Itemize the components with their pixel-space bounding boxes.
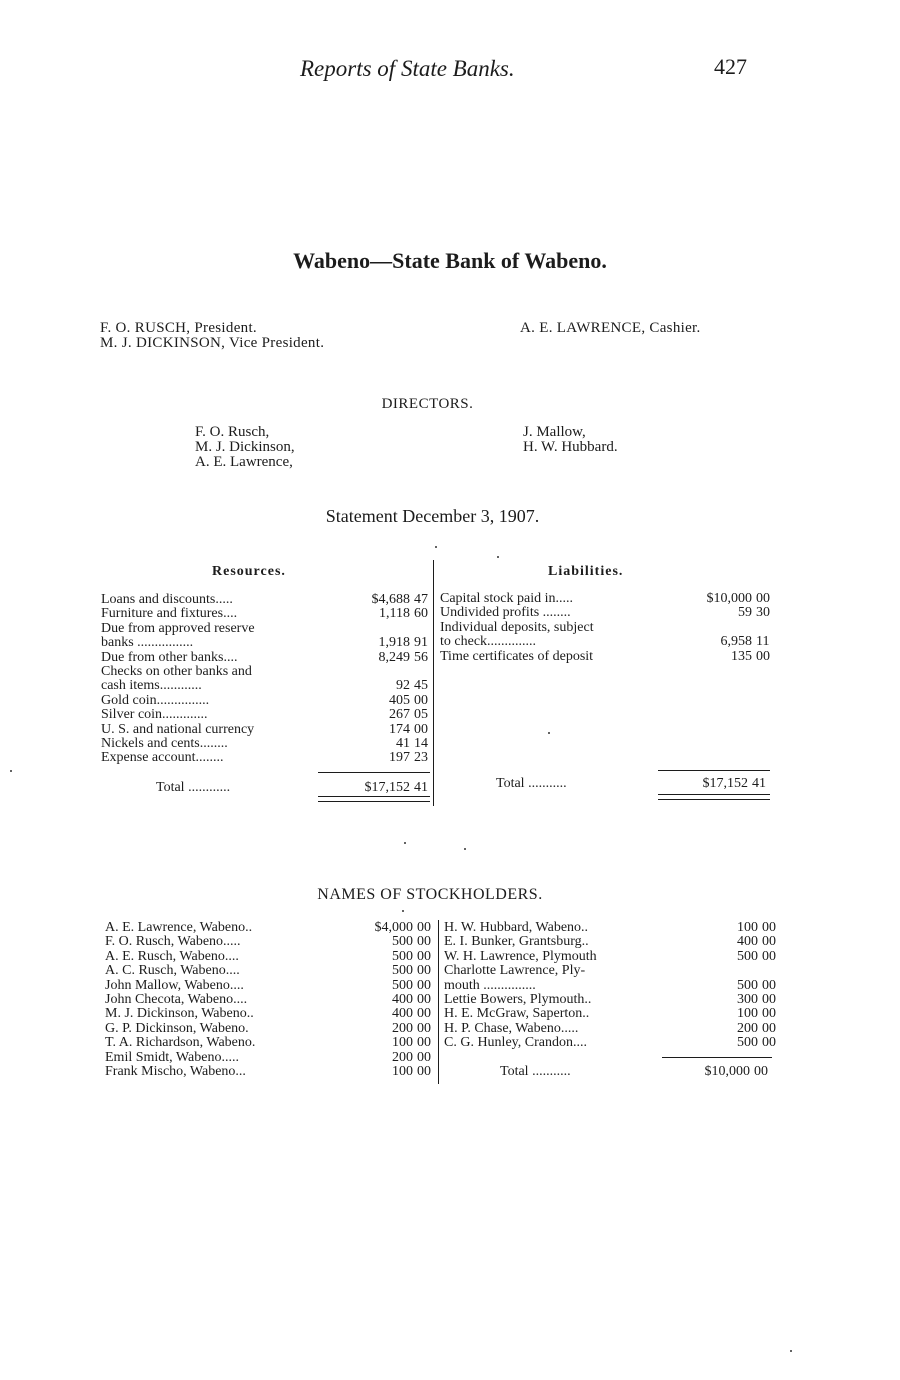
stockholders-heading: NAMES OF STOCKHOLDERS. (317, 886, 543, 903)
row-cents: 00 (417, 963, 431, 979)
row-cents: 00 (417, 948, 431, 964)
row-cents: 00 (762, 920, 776, 935)
row-dollars: 100 (392, 1035, 413, 1051)
row-dollars: 197 (389, 750, 410, 766)
row-dollars: 100 (737, 920, 758, 935)
total-rule (318, 772, 430, 773)
row-dollars: 174 (389, 721, 410, 737)
row-dollars: 59 (738, 605, 752, 621)
row-cents: 00 (414, 692, 428, 708)
row-label: H. E. McGraw, Saperton.. (444, 1006, 590, 1022)
row-cents: 00 (417, 1006, 431, 1022)
row-label: Nickels and cents........ (101, 736, 228, 751)
row-dollars: 267 (389, 707, 410, 723)
officer-president: F. O. RUSCH, President. (100, 320, 257, 336)
row-dollars: 405 (389, 692, 410, 708)
row-label: W. H. Lawrence, Plymouth (444, 948, 597, 964)
row-cents: 00 (417, 1035, 431, 1051)
row-dollars: 6,958 (720, 634, 752, 650)
double-rule (318, 796, 430, 802)
row-cents: 60 (414, 606, 428, 622)
row-label: Due from other banks.... (101, 649, 238, 665)
row-label: Expense account........ (101, 750, 224, 766)
row-cents: 56 (414, 649, 428, 665)
scan-speck (548, 732, 550, 734)
row-dollars: 1,918 (378, 635, 410, 651)
row-label: mouth ............... (444, 977, 536, 993)
officer-vice-president: M. J. DICKINSON, Vice President. (100, 335, 325, 351)
row-dollars: 400 (392, 992, 413, 1007)
row-cents: 11 (756, 634, 770, 650)
row-dollars: 92 (396, 678, 410, 694)
row-dollars: 200 (392, 1049, 413, 1065)
directors-heading: DIRECTORS. (381, 396, 474, 412)
row-dollars: 200 (737, 1020, 758, 1036)
total-rule (658, 770, 770, 771)
scan-speck (497, 556, 499, 558)
row-dollars: 135 (731, 648, 752, 664)
total-label: Total ........... (500, 1064, 571, 1079)
row-dollars: 300 (737, 992, 758, 1007)
row-dollars: 500 (737, 977, 758, 993)
statement-title: Statement December 3, 1907. (325, 506, 540, 526)
row-cents: 91 (414, 635, 428, 651)
page-number: 427 (714, 54, 747, 79)
liabilities-heading: Liabilities. (548, 564, 624, 579)
row-dollars: $10,000 (706, 591, 752, 606)
total-cents: 41 (414, 780, 428, 795)
row-dollars: 500 (737, 948, 758, 964)
row-label: H. W. Hubbard, Wabeno.. (444, 920, 589, 935)
row-label: M. J. Dickinson, Wabeno.. (105, 1006, 254, 1022)
scan-speck (10, 770, 12, 772)
row-cents: 00 (756, 648, 770, 664)
director-name: F. O. Rusch, (195, 424, 270, 440)
row-dollars: 8,249 (378, 649, 410, 665)
director-name: J. Mallow, (523, 424, 586, 440)
row-cents: 00 (756, 591, 770, 606)
row-label: Time certificates of deposit (440, 648, 594, 664)
scan-speck (404, 842, 406, 844)
row-label: A. E. Rusch, Wabeno.... (105, 948, 239, 964)
row-label: Frank Mischo, Wabeno... (105, 1064, 246, 1079)
row-dollars: $4,688 (371, 592, 410, 607)
bank-title: Wabeno—State Bank of Wabeno. (293, 248, 607, 273)
column-divider (433, 560, 434, 806)
row-label: banks ................ (101, 635, 194, 651)
row-dollars: 200 (392, 1020, 413, 1036)
row-cents: 00 (417, 1020, 431, 1036)
scan-speck (435, 546, 437, 548)
scan-speck (464, 848, 466, 850)
row-label: E. I. Bunker, Grantsburg.. (444, 934, 589, 950)
row-cents: 45 (414, 678, 428, 694)
row-label: A. E. Lawrence, Wabeno.. (105, 920, 253, 935)
resources-heading: Resources. (212, 564, 286, 579)
total-dollars: $17,152 (364, 780, 410, 795)
director-name: M. J. Dickinson, (195, 439, 295, 455)
total-cents: 00 (754, 1064, 768, 1079)
row-dollars: 500 (392, 948, 413, 964)
running-header-title: Reports of State Banks. (300, 56, 515, 81)
row-label: John Mallow, Wabeno.... (105, 977, 244, 993)
scan-speck (402, 910, 404, 912)
row-dollars: 400 (737, 934, 758, 950)
row-label: Emil Smidt, Wabeno..... (105, 1049, 239, 1065)
row-cents: 00 (762, 1035, 776, 1051)
row-cents: 30 (756, 605, 770, 621)
row-label: H. P. Chase, Wabeno..... (444, 1020, 579, 1036)
row-cents: 00 (762, 1020, 776, 1036)
row-dollars: 500 (737, 1035, 758, 1051)
officer-cashier: A. E. LAWRENCE, Cashier. (520, 320, 701, 336)
row-dollars: 100 (737, 1006, 758, 1022)
total-label: Total ............ (156, 780, 231, 795)
row-cents: 05 (414, 707, 428, 723)
row-cents: 00 (762, 934, 776, 950)
row-cents: 23 (414, 750, 428, 766)
row-label: Due from approved reserve (101, 620, 255, 636)
row-label: Silver coin............. (101, 707, 208, 723)
row-label: Gold coin............... (101, 692, 210, 708)
row-label: G. P. Dickinson, Wabeno. (105, 1020, 249, 1036)
total-cents: 41 (752, 776, 766, 791)
row-dollars: 500 (392, 934, 413, 950)
row-cents: 00 (417, 1064, 431, 1079)
total-rule (662, 1057, 772, 1058)
total-dollars: $17,152 (702, 776, 748, 791)
total-dollars: $10,000 (704, 1064, 750, 1079)
row-dollars: $4,000 (374, 920, 413, 935)
row-cents: 00 (417, 920, 431, 935)
row-cents: 00 (762, 948, 776, 964)
row-cents: 00 (417, 977, 431, 993)
row-label: Charlotte Lawrence, Ply- (444, 963, 586, 979)
row-dollars: 100 (392, 1064, 413, 1079)
row-label: Undivided profits ........ (440, 605, 571, 621)
column-divider (438, 920, 439, 1084)
row-label: Lettie Bowers, Plymouth.. (444, 992, 592, 1007)
row-cents: 14 (414, 736, 428, 751)
row-cents: 47 (414, 592, 428, 607)
row-label: Capital stock paid in..... (440, 591, 573, 606)
row-label: T. A. Richardson, Wabeno. (105, 1035, 256, 1051)
row-label: John Checota, Wabeno.... (105, 992, 248, 1007)
row-label: U. S. and national currency (101, 721, 255, 737)
row-label: C. G. Hunley, Crandon.... (444, 1035, 587, 1051)
row-dollars: 500 (392, 963, 413, 979)
row-cents: 00 (417, 934, 431, 950)
row-cents: 00 (417, 1049, 431, 1065)
row-dollars: 41 (396, 736, 410, 751)
row-cents: 00 (762, 992, 776, 1007)
row-label: to check.............. (440, 634, 537, 650)
row-label: Checks on other banks and (101, 664, 252, 679)
row-label: Furniture and fixtures.... (101, 606, 238, 622)
row-dollars: 500 (392, 977, 413, 993)
row-label: cash items............ (101, 678, 202, 694)
director-name: A. E. Lawrence, (195, 454, 293, 470)
scan-speck (790, 1350, 792, 1352)
row-label: F. O. Rusch, Wabeno..... (105, 934, 241, 950)
director-name: H. W. Hubbard. (523, 439, 618, 455)
row-cents: 00 (414, 721, 428, 737)
row-dollars: 400 (392, 1006, 413, 1022)
row-label: Individual deposits, subject (440, 619, 594, 635)
row-cents: 00 (762, 1006, 776, 1022)
row-cents: 00 (417, 992, 431, 1007)
row-dollars: 1,118 (379, 606, 410, 622)
row-cents: 00 (762, 977, 776, 993)
row-label: A. C. Rusch, Wabeno.... (105, 963, 240, 979)
total-label: Total ........... (496, 776, 567, 791)
double-rule (658, 794, 770, 800)
row-label: Loans and discounts..... (101, 592, 233, 607)
